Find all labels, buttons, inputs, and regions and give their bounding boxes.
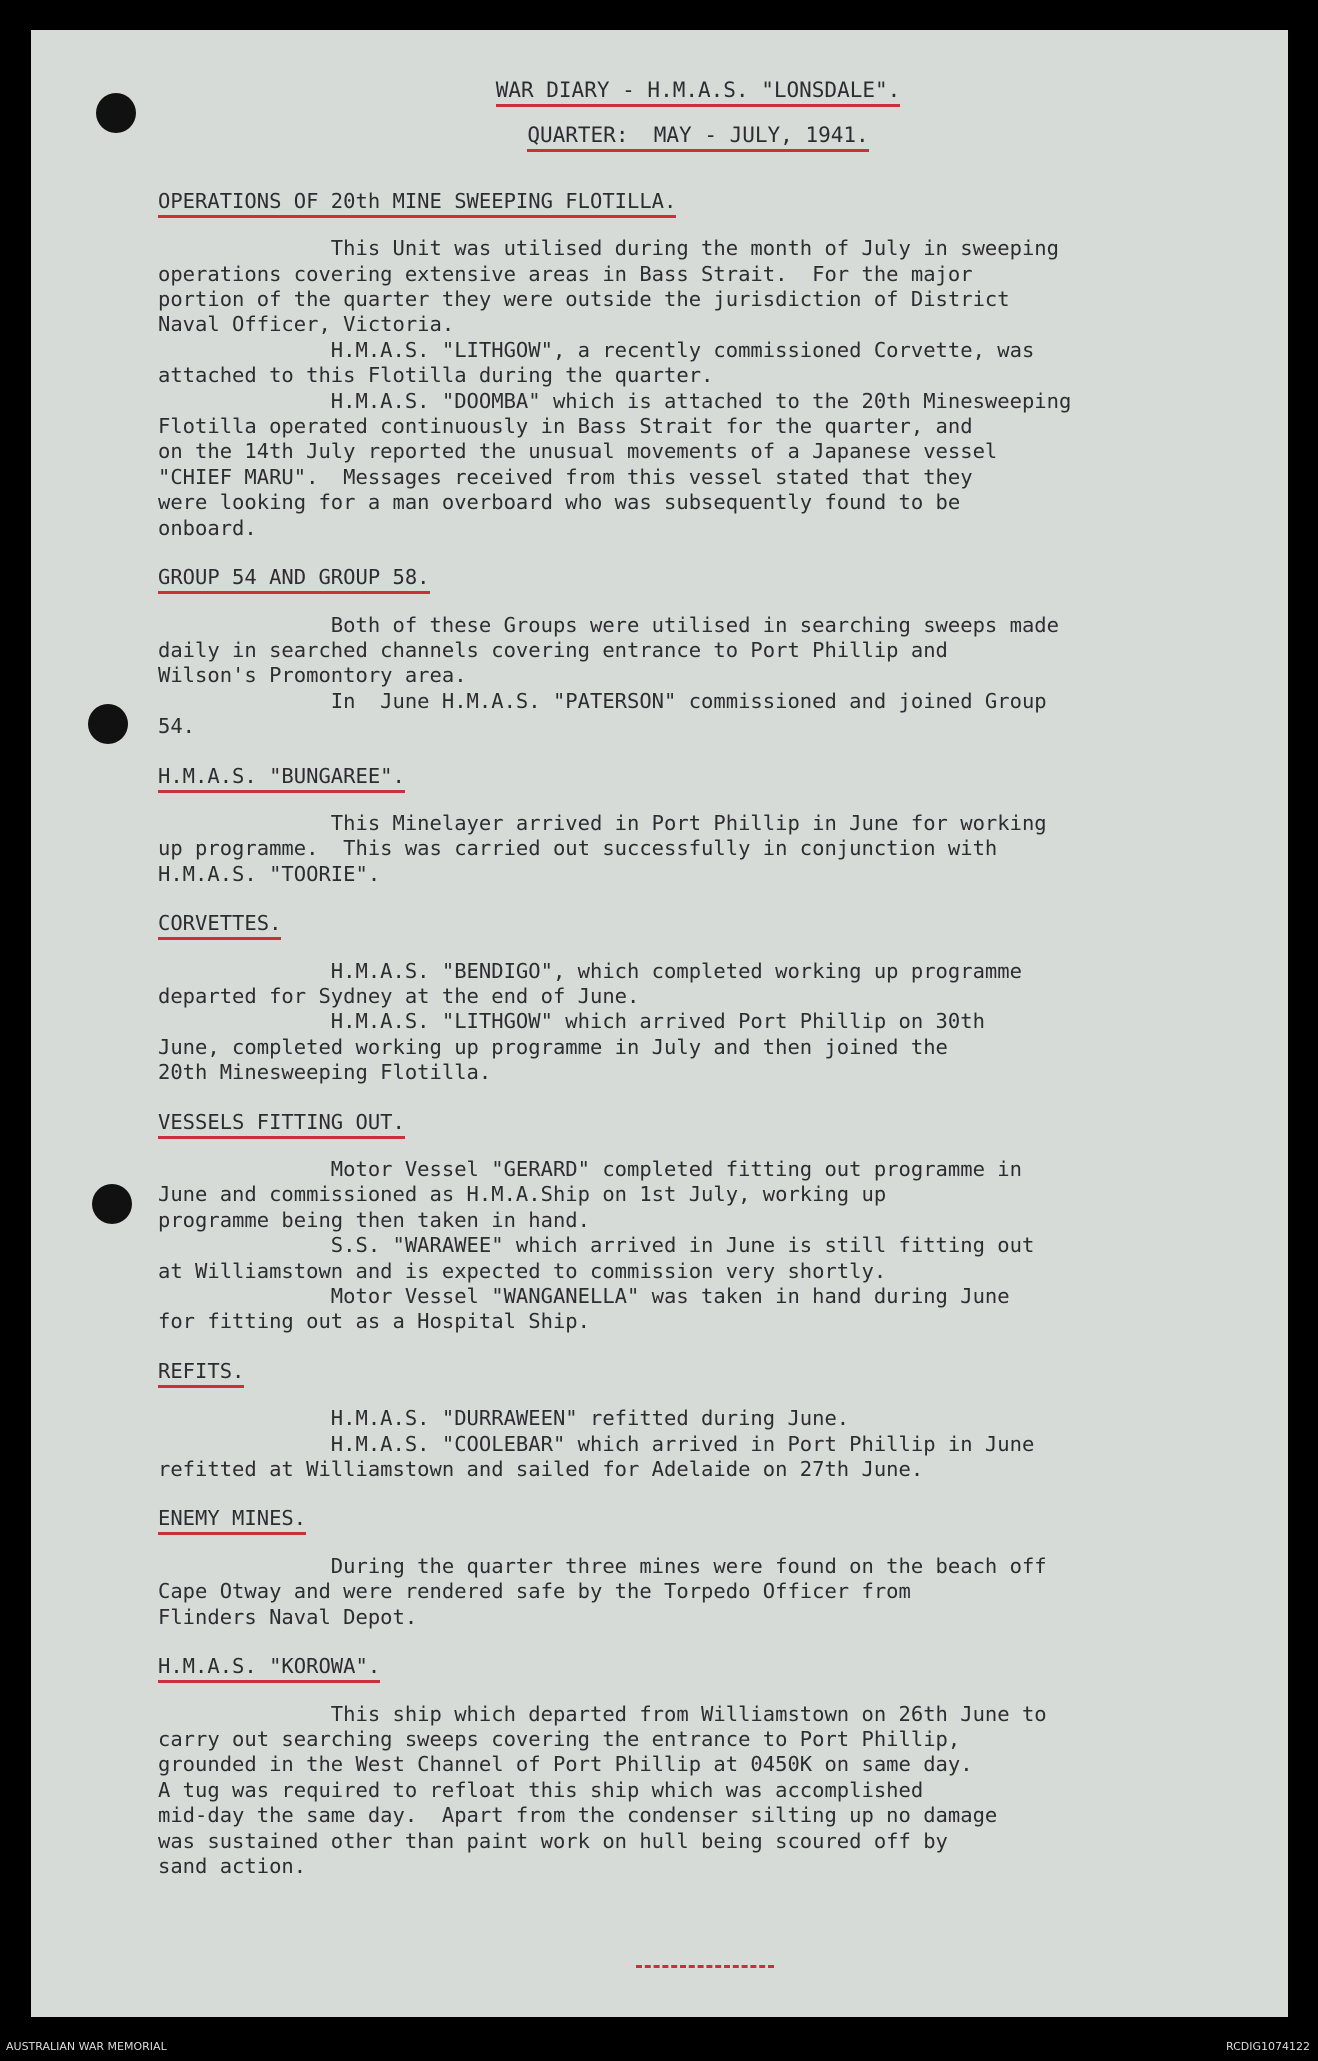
section [158,911,1238,1085]
section-body [158,811,1238,887]
text-line: operations covering extensive areas in Bass Strait. For the major [158,261,973,286]
text-line: Motor Vessel "GERARD" completed fitting out programme in [158,1157,1022,1181]
section-body [158,1702,1238,1880]
end-mark [636,1965,774,1968]
text-line: H.M.A.S. "BENDIGO", which completed working up programme [158,958,1022,983]
text-line: "CHIEF MARU". Messages received from this vessel stated that they [158,464,973,489]
text-line: 54. [158,714,196,739]
text-line: at Williamstown and is expected to commission very shortly. [158,1258,887,1283]
section-heading: OPERATIONS OF 20th MINE SWEEPING FLOTILLA. [158,189,1238,214]
footer-right: RCDIG1074122 [1225,2040,1310,2053]
text-line: H.M.A.S. "TOORIE". [158,861,381,886]
section [158,764,1238,888]
text-line: departed for Sydney at the end of June. [158,983,640,1008]
text-line: on the 14th July reported the unusual movements of a Japanese vessel [158,439,998,464]
text-line: Wilson's Promontory area. [158,663,467,688]
text-line: onboard. [158,515,257,540]
punch-hole [88,704,128,744]
section-body [158,1406,1238,1482]
footer-left: AUSTRALIAN WAR MEMORIAL [6,2040,167,2053]
text-line: H.M.A.S. "COOLEBAR" which arrived in Port Phillip in June [158,1431,1035,1456]
text-line: grounded in the West Channel of Port Phillip at 0450K on same day. [158,1752,973,1777]
text-line: June, completed working up programme in July and then joined the [158,1034,948,1059]
text-line: S.S. "WARAWEE" which arrived in June is still fitting out [158,1233,1035,1258]
section [158,189,1238,541]
text-line: During the quarter three mines were found on the beach off [158,1553,1047,1578]
text-line: H.M.A.S. "LITHGOW", a recently commissioned Corvette, was [158,337,1035,362]
text-line: A tug was required to refloat this ship which was accomplished [158,1777,924,1802]
text-line: Motor Vessel "WANGANELLA" was taken in hand during June [158,1284,1010,1309]
section [158,1110,1238,1335]
text-line: This ship which departed from Williamstown on 26th June to [158,1701,1047,1726]
text-line: was sustained other than paint work on hull being scoured off by [158,1828,948,1853]
text-line: sand action. [158,1853,307,1878]
section-heading: ENEMY MINES. [158,1506,1238,1531]
section-body [158,959,1238,1086]
text-line: daily in searched channels covering entrance to Port Phillip and [158,637,948,662]
section-body [158,1554,1238,1630]
section-heading: H.M.A.S. "KOROWA". [158,1654,1238,1679]
text-line: H.M.A.S. "DURRAWEEN" refitted during June. [158,1406,850,1431]
text-line: were looking for a man overboard who was subsequently found to be [158,490,961,515]
text-line: This Minelayer arrived in Port Phillip in June for working [158,810,1047,835]
section-body [158,613,1238,740]
text-line: Cape Otway and were rendered safe by the Torpedo Officer from [158,1579,911,1604]
text-line: Naval Officer, Victoria. [158,312,455,337]
text-line: Flinders Naval Depot. [158,1604,418,1629]
text-line: portion of the quarter they were outside the jurisdiction of District [158,287,1010,312]
text-line: attached to this Flotilla during the quarter. [158,363,714,388]
punch-hole [96,93,136,133]
section-body [158,1157,1238,1335]
text-line: for fitting out as a Hospital Ship. [158,1309,590,1334]
text-line: up programme. This was carried out successfully in conjunction with [158,836,998,861]
section [158,1506,1238,1630]
section-heading: VESSELS FITTING OUT. [158,1110,1238,1135]
sections-container [158,189,1238,1880]
text-line: 20th Minesweeping Flotilla. [158,1060,492,1085]
text-line: Flotilla operated continuously in Bass Strait for the quarter, and [158,414,973,439]
text-line: June and commissioned as H.M.A.Ship on 1st July, working up [158,1182,887,1207]
section-heading: CORVETTES. [158,911,1238,936]
section-heading: REFITS. [158,1359,1238,1384]
text-line: carry out searching sweeps covering the entrance to Port Phillip, [158,1726,961,1751]
document-quarter: QUARTER: MAY - JULY, 1941. [158,123,1238,148]
document-title: WAR DIARY - H.M.A.S. "LONSDALE". [158,78,1238,103]
section [158,565,1238,739]
section [158,1654,1238,1879]
text-line: H.M.A.S. "LITHGOW" which arrived Port Phillip on 30th [158,1009,985,1034]
text-line: programme being then taken in hand. [158,1207,590,1232]
section-heading: H.M.A.S. "BUNGAREE". [158,764,1238,789]
text-line: mid-day the same day. Apart from the condenser silting up no damage [158,1803,998,1828]
section-body [158,236,1238,541]
text-line: This Unit was utilised during the month of July in sweeping [158,236,1059,261]
document-body [158,78,1238,1879]
text-line: refitted at Williamstown and sailed for Adelaide on 27th June. [158,1457,924,1482]
section [158,1359,1238,1483]
text-line: In June H.M.A.S. "PATERSON" commissioned and joined Group [158,688,1047,713]
text-line: Both of these Groups were utilised in searching sweeps made [158,612,1059,637]
section-heading: GROUP 54 AND GROUP 58. [158,565,1238,590]
punch-hole [92,1184,132,1224]
text-line: H.M.A.S. "DOOMBA" which is attached to the 20th Minesweeping [158,388,1072,413]
